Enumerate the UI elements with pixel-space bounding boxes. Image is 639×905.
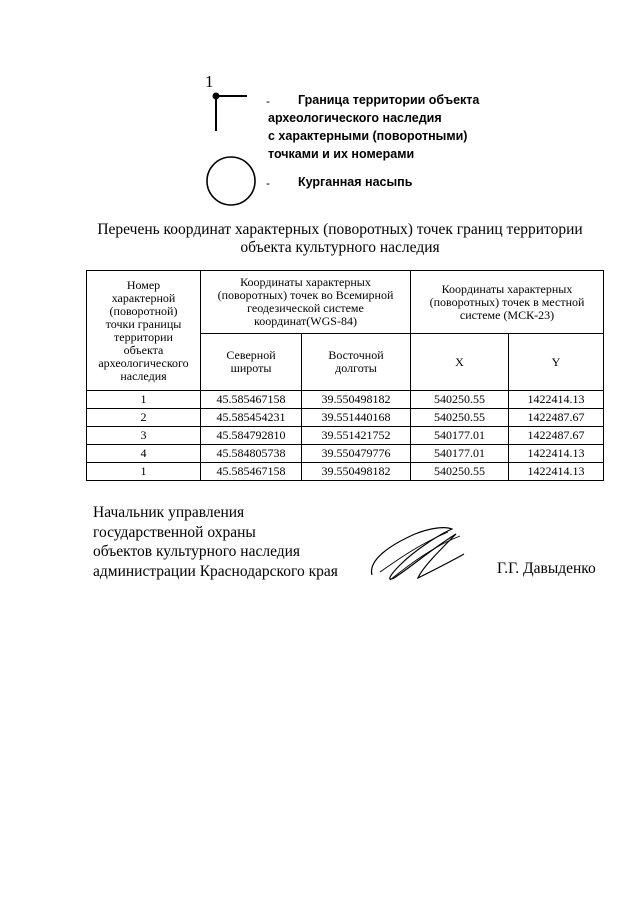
cell-x: 540177.01 xyxy=(411,427,509,445)
signatory-line-1: Начальник управления xyxy=(93,504,245,521)
cell-north: 45.585454231 xyxy=(201,409,302,427)
coordinates-table xyxy=(86,270,604,481)
cell-y: 1422414.13 xyxy=(509,445,604,463)
mound-circle-icon xyxy=(203,155,259,211)
cell-y: 1422487.67 xyxy=(509,409,604,427)
table-row xyxy=(87,445,604,463)
cell-east: 39.550498182 xyxy=(302,391,411,409)
header-east-longitude: Восточной долготы xyxy=(302,334,411,391)
header-point-number: Номер характерной (поворотной) точки границы территории объекта археологического наследия xyxy=(87,271,201,391)
legend-mound-label: Курганная насыпь xyxy=(298,175,413,189)
cell-y: 1422414.13 xyxy=(509,391,604,409)
caption-line-2: объекта культурного наследия xyxy=(240,239,440,256)
boundary-point-icon xyxy=(203,80,263,140)
cell-point: 3 xyxy=(87,427,201,445)
header-north-latitude: Северной широты xyxy=(201,334,302,391)
cell-x: 540250.55 xyxy=(411,391,509,409)
cell-point: 1 xyxy=(87,463,201,481)
cell-point: 1 xyxy=(87,391,201,409)
legend-dash: - xyxy=(266,94,270,108)
cell-x: 540250.55 xyxy=(411,409,509,427)
cell-north: 45.584792810 xyxy=(201,427,302,445)
cell-north: 45.585467158 xyxy=(201,391,302,409)
signatory-title xyxy=(93,503,338,581)
table-row xyxy=(87,391,604,409)
cell-north: 45.585467158 xyxy=(201,463,302,481)
cell-x: 540177.01 xyxy=(411,445,509,463)
legend-boundary-line-4: точками и их номерами xyxy=(268,147,415,161)
header-y: Y xyxy=(509,334,604,391)
legend-boundary-line-2: археологического наследия xyxy=(268,111,442,125)
cell-east: 39.551440168 xyxy=(302,409,411,427)
signatory-line-2: государственной охраны xyxy=(93,523,256,541)
signatory-name: Г.Г. Давыденко xyxy=(497,560,596,577)
legend-dash: - xyxy=(266,176,270,190)
header-wgs84-group: Координаты характерных (поворотных) точек во Всемирной геодезической системе координат(WGS-84) xyxy=(201,271,411,334)
header-msk23-group: Координаты характерных (поворотных) точек в местной системе (МСК-23) xyxy=(411,271,604,334)
cell-point: 4 xyxy=(87,445,201,463)
legend-boundary-line-3: с характерными (поворотными) xyxy=(268,129,468,143)
document-caption xyxy=(60,221,620,257)
cell-north: 45.584805738 xyxy=(201,445,302,463)
caption-line-1: Перечень координат характерных (поворотных) точек границ территории xyxy=(97,221,583,238)
signatory-line-4: администрации Краснодарского края xyxy=(93,562,338,580)
legend-boundary-line-1: Граница территории объекта xyxy=(298,93,480,107)
cell-y: 1422487.67 xyxy=(509,427,604,445)
cell-east: 39.550498182 xyxy=(302,463,411,481)
cell-east: 39.550479776 xyxy=(302,445,411,463)
table-row xyxy=(87,463,604,481)
legend-point-number: 1 xyxy=(205,72,214,91)
table-row xyxy=(87,409,604,427)
signatory-line-3: объектов культурного наследия xyxy=(93,543,301,560)
cell-x: 540250.55 xyxy=(411,463,509,481)
cell-y: 1422414.13 xyxy=(509,463,604,481)
cell-east: 39.551421752 xyxy=(302,427,411,445)
table-row xyxy=(87,427,604,445)
header-x: X xyxy=(411,334,509,391)
handwritten-signature xyxy=(360,520,470,590)
cell-point: 2 xyxy=(87,409,201,427)
